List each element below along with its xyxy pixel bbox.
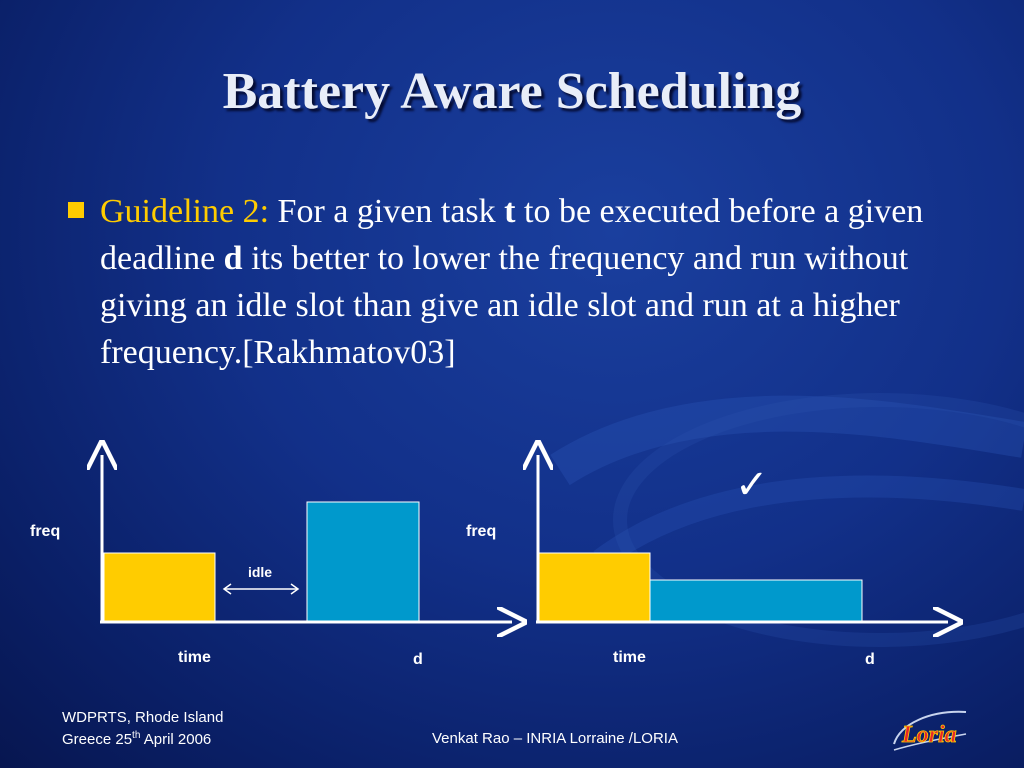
left-y-label: freq xyxy=(30,523,61,540)
right-x-label: time xyxy=(613,649,646,666)
task-variable: t xyxy=(504,193,516,230)
left-high-freq-task-block xyxy=(307,502,419,621)
bullet-text-part2: to be executed before a given deadline xyxy=(100,193,924,277)
loria-logo-text: Loria xyxy=(902,722,957,748)
right-y-label: freq xyxy=(466,523,497,540)
footer-author-text: Venkat Rao – INRIA Lorraine /LORIA xyxy=(432,730,678,747)
bullet-text-part3: its better to lower the frequency and run without giving an idle slot than give an idle slot and run at a higher frequency.[Rakhmatov03] xyxy=(100,240,909,371)
guideline-label: Guideline 2: xyxy=(100,193,270,230)
footer-conference xyxy=(62,709,223,726)
right-low-freq-task-block xyxy=(539,553,650,621)
footer-author xyxy=(432,730,678,747)
left-deadline-label: d xyxy=(413,651,423,668)
loria-logo xyxy=(890,704,970,756)
footer-date-prefix: Greece 25 xyxy=(62,731,133,748)
deadline-variable: d xyxy=(223,240,243,277)
right-deadline-label: d xyxy=(865,651,875,668)
bullet-text-part1: For a given task xyxy=(269,193,505,230)
left-x-label: time xyxy=(178,649,211,666)
footer-date-sup: th xyxy=(132,730,141,741)
left-low-freq-task-block xyxy=(104,553,215,621)
footer-conference-text: WDPRTS, Rhode Island xyxy=(62,709,224,726)
check-mark-icon: ✓ xyxy=(735,462,769,508)
right-stretched-task-block xyxy=(650,580,862,621)
right-diagram xyxy=(466,455,948,668)
footer-date xyxy=(62,730,211,748)
slide-title: Battery Aware Scheduling xyxy=(222,63,802,120)
left-diagram xyxy=(30,455,512,668)
footer-date-suffix: April 2006 xyxy=(140,731,212,748)
idle-label: idle xyxy=(247,564,273,580)
